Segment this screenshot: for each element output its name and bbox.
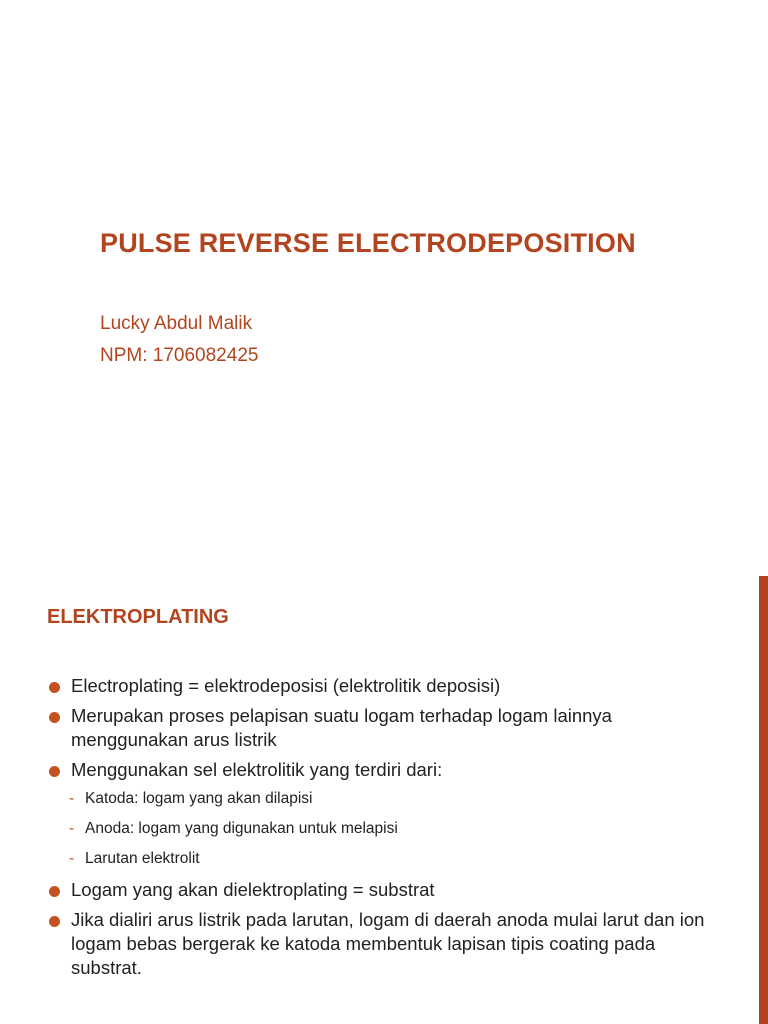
author-name: Lucky Abdul Malik <box>100 313 253 334</box>
dash-marker-icon: - <box>69 850 75 867</box>
bullet-text: Logam yang akan dielektroplating = substrat <box>71 879 435 900</box>
presentation-title: PULSE REVERSE ELECTRODEPOSITION <box>100 228 636 258</box>
sub-bullet-text: Katoda: logam yang akan dilapisi <box>85 790 313 807</box>
sub-bullet-item <box>47 848 707 870</box>
bullet-text: Merupakan proses pelapisan suatu logam terhadap logam lainnya menggunakan arus listrik <box>71 705 612 750</box>
sub-bullet-text: Larutan elektrolit <box>85 850 200 867</box>
dash-marker-icon: - <box>69 820 75 837</box>
bullet-item <box>47 908 707 980</box>
sub-bullet-text: Anoda: logam yang digunakan untuk melapisi <box>85 820 398 837</box>
accent-bar <box>759 576 768 1024</box>
sub-bullet-group <box>47 788 707 870</box>
content-slide <box>0 576 768 1024</box>
sub-bullet-item <box>47 818 707 840</box>
bullet-text: Electroplating = elektrodeposisi (elektrolitik deposisi) <box>71 675 501 696</box>
dash-marker-icon: - <box>69 790 75 807</box>
bullet-text: Menggunakan sel elektrolitik yang terdiri dari: <box>71 759 443 780</box>
bullet-item <box>47 758 707 782</box>
bullet-dot-icon <box>49 886 60 897</box>
sub-bullet-item <box>47 788 707 810</box>
bullet-dot-icon <box>49 682 60 693</box>
bullet-item <box>47 704 707 752</box>
slide-title: ELEKTROPLATING <box>47 606 229 628</box>
student-npm: NPM: 1706082425 <box>100 345 259 366</box>
bullet-dot-icon <box>49 712 60 723</box>
bullet-dot-icon <box>49 916 60 927</box>
bullet-list <box>47 674 707 986</box>
bullet-item <box>47 878 707 902</box>
bullet-text: Jika dialiri arus listrik pada larutan, logam di daerah anoda mulai larut dan ion logam bebas bergerak ke katoda membentuk lapisan tipis coating pada substrat. <box>71 909 705 978</box>
bullet-item <box>47 674 707 698</box>
sub-bullet-list <box>47 788 707 870</box>
bullet-dot-icon <box>49 766 60 777</box>
